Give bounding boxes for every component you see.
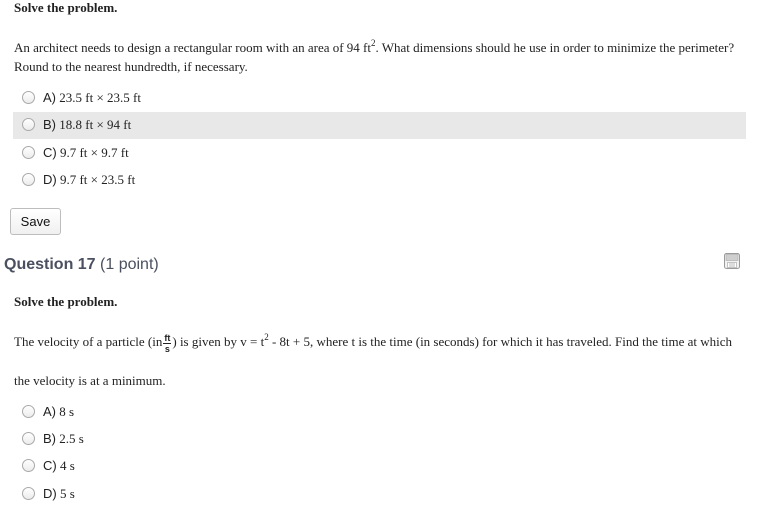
option-value: 9.7 ft × 9.7 ft [59, 145, 129, 160]
option-letter: C) [43, 458, 57, 473]
option-value: 8 s [59, 404, 75, 419]
radio-button[interactable] [22, 118, 35, 131]
question-heading [4, 256, 159, 274]
radio-button[interactable] [22, 487, 35, 500]
question-text [14, 38, 754, 57]
superscript: 2 [371, 38, 376, 48]
radio-button[interactable] [22, 459, 35, 472]
question-text-part: . What dimensions should he use in order to minimize the perimeter? [375, 40, 735, 55]
option-letter: A) [43, 90, 56, 105]
question-text-part: - 8t + 5, where t is the time (in seconds) for which it has traveled. Find the time at which [268, 334, 732, 349]
option-value: 2.5 s [59, 431, 84, 446]
question-text-line2: the velocity is at a minimum. [14, 373, 166, 388]
option-letter: C) [43, 145, 57, 160]
radio-button[interactable] [22, 405, 35, 418]
radio-button[interactable] [22, 146, 35, 159]
option-d[interactable] [13, 167, 746, 194]
question-number: Question 17 [4, 256, 96, 273]
instruction-heading: Solve the problem. [14, 0, 118, 15]
option-value: 23.5 ft × 23.5 ft [59, 90, 141, 105]
radio-button[interactable] [22, 173, 35, 186]
question-points: (1 point) [100, 256, 159, 273]
option-letter: B) [43, 431, 56, 446]
superscript: 2 [264, 332, 269, 342]
option-letter: D) [43, 486, 57, 501]
instruction-heading: Solve the problem. [14, 294, 118, 309]
question-text-line2: Round to the nearest hundredth, if necessary. [14, 59, 248, 74]
floppy-disk-icon[interactable] [724, 253, 740, 269]
question-text-part: The velocity of a particle (in [14, 334, 163, 349]
fraction-denominator: s [164, 343, 170, 354]
option-a[interactable] [13, 85, 746, 112]
option-b[interactable] [13, 426, 746, 453]
question-text-part: An architect needs to design a rectangular room with an area of 94 ft [14, 40, 371, 55]
option-c[interactable] [13, 140, 746, 167]
option-d[interactable] [13, 481, 746, 508]
question-text-part: ) is given by v = t [172, 334, 265, 349]
save-button[interactable]: Save [10, 208, 61, 235]
option-value: 5 s [59, 486, 75, 501]
option-value: 4 s [59, 458, 75, 473]
option-value: 9.7 ft × 23.5 ft [59, 172, 136, 187]
radio-button[interactable] [22, 432, 35, 445]
option-a[interactable] [13, 399, 746, 426]
question-text [14, 332, 759, 354]
radio-button[interactable] [22, 91, 35, 104]
fraction-numerator: ft [164, 332, 171, 343]
option-letter: A) [43, 404, 56, 419]
option-value: 18.8 ft × 94 ft [59, 117, 132, 132]
option-c[interactable] [13, 453, 746, 480]
option-b[interactable] [13, 112, 746, 139]
option-letter: B) [43, 117, 56, 132]
option-letter: D) [43, 172, 57, 187]
fraction [163, 333, 171, 354]
